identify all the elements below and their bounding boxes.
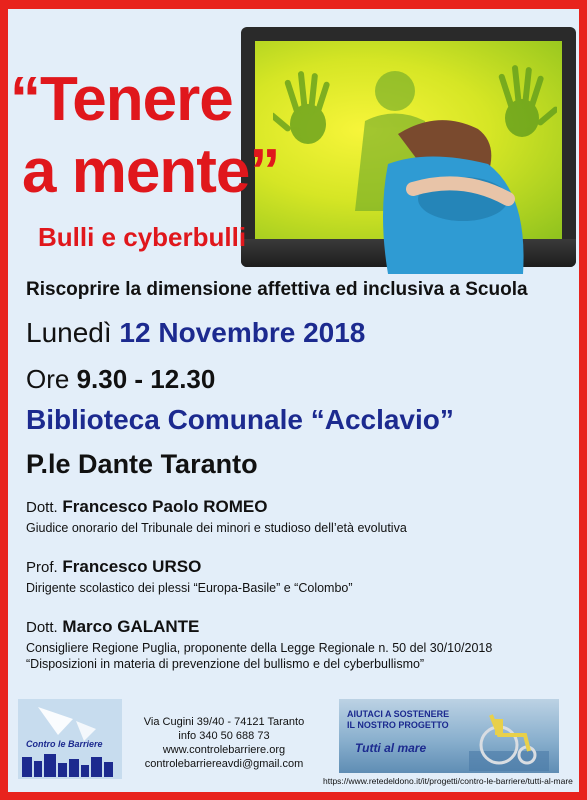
event-address: P.le Dante Taranto <box>26 449 258 479</box>
speaker-name-value: Francesco URSO <box>62 557 202 576</box>
speaker-name <box>26 557 353 577</box>
contact-address: Via Cugini 39/40 - 74121 Taranto <box>143 716 305 728</box>
promo-banner[interactable] <box>339 699 559 773</box>
wheelchair-icon <box>469 705 549 771</box>
speaker-romeo <box>26 497 407 535</box>
contro-le-barriere-logo <box>18 699 122 779</box>
event-date <box>26 317 365 349</box>
tagline: Riscoprire la dimensione affettiva ed inclusiva a Scuola <box>26 279 528 300</box>
speaker-name-value: Marco GALANTE <box>62 617 200 636</box>
speaker-title: Dott. <box>26 499 58 516</box>
subtitle: Bulli e cyberbulli <box>38 222 247 252</box>
event-date-value: 12 Novembre 2018 <box>119 317 366 348</box>
contact-email[interactable]: controlebarriereavdi@gmail.com <box>144 758 304 770</box>
speaker-title: Dott. <box>26 619 58 636</box>
speaker-title: Prof. <box>26 559 58 576</box>
speaker-name <box>26 497 407 517</box>
contact-phone: info 340 50 688 73 <box>178 730 270 742</box>
speaker-name-value: Francesco Paolo ROMEO <box>62 497 268 516</box>
speaker-urso <box>26 557 353 595</box>
promo-project-name: Tutti al mare <box>355 741 427 755</box>
speaker-description-2: “Disposizioni in materia di prevenzione del bullismo e del cyberbullismo” <box>26 657 425 671</box>
promo-headline <box>347 709 449 731</box>
speaker-description: Giudice onorario del Tribunale dei minori e studioso dell’età evolutiva <box>26 521 407 535</box>
crouching-child-icon <box>368 104 538 274</box>
promo-url[interactable]: https://www.retedeldono.it/it/progetti/contro-le-barriere/tutti-al-mare <box>323 776 573 786</box>
title-line-2: a mente” <box>22 137 280 206</box>
event-day: Lunedì <box>26 317 112 348</box>
speaker-galante <box>26 617 492 671</box>
speaker-description: Dirigente scolastico dei plessi “Europa-Basile” e “Colombo” <box>26 581 353 595</box>
shadow-hand-icon <box>273 69 343 149</box>
title-line-1: “Tenere <box>10 65 233 134</box>
contact-info <box>128 715 320 771</box>
logo-text: Contro le Barriere <box>26 739 103 749</box>
contact-website[interactable]: www.controlebarriere.org <box>162 744 286 756</box>
event-time-prefix: Ore <box>26 364 70 394</box>
promo-line-1: AIUTACI A SOSTENERE <box>347 709 450 719</box>
event-time <box>26 364 215 395</box>
event-venue: Biblioteca Comunale “Acclavio” <box>26 404 454 435</box>
event-time-value: 9.30 - 12.30 <box>76 364 216 394</box>
speaker-name <box>26 617 492 637</box>
promo-line-2: IL NOSTRO PROGETTO <box>347 720 449 730</box>
speaker-description: Consigliere Regione Puglia, proponente della Legge Regionale n. 50 del 30/10/2018 <box>26 641 493 655</box>
poster <box>8 9 579 792</box>
